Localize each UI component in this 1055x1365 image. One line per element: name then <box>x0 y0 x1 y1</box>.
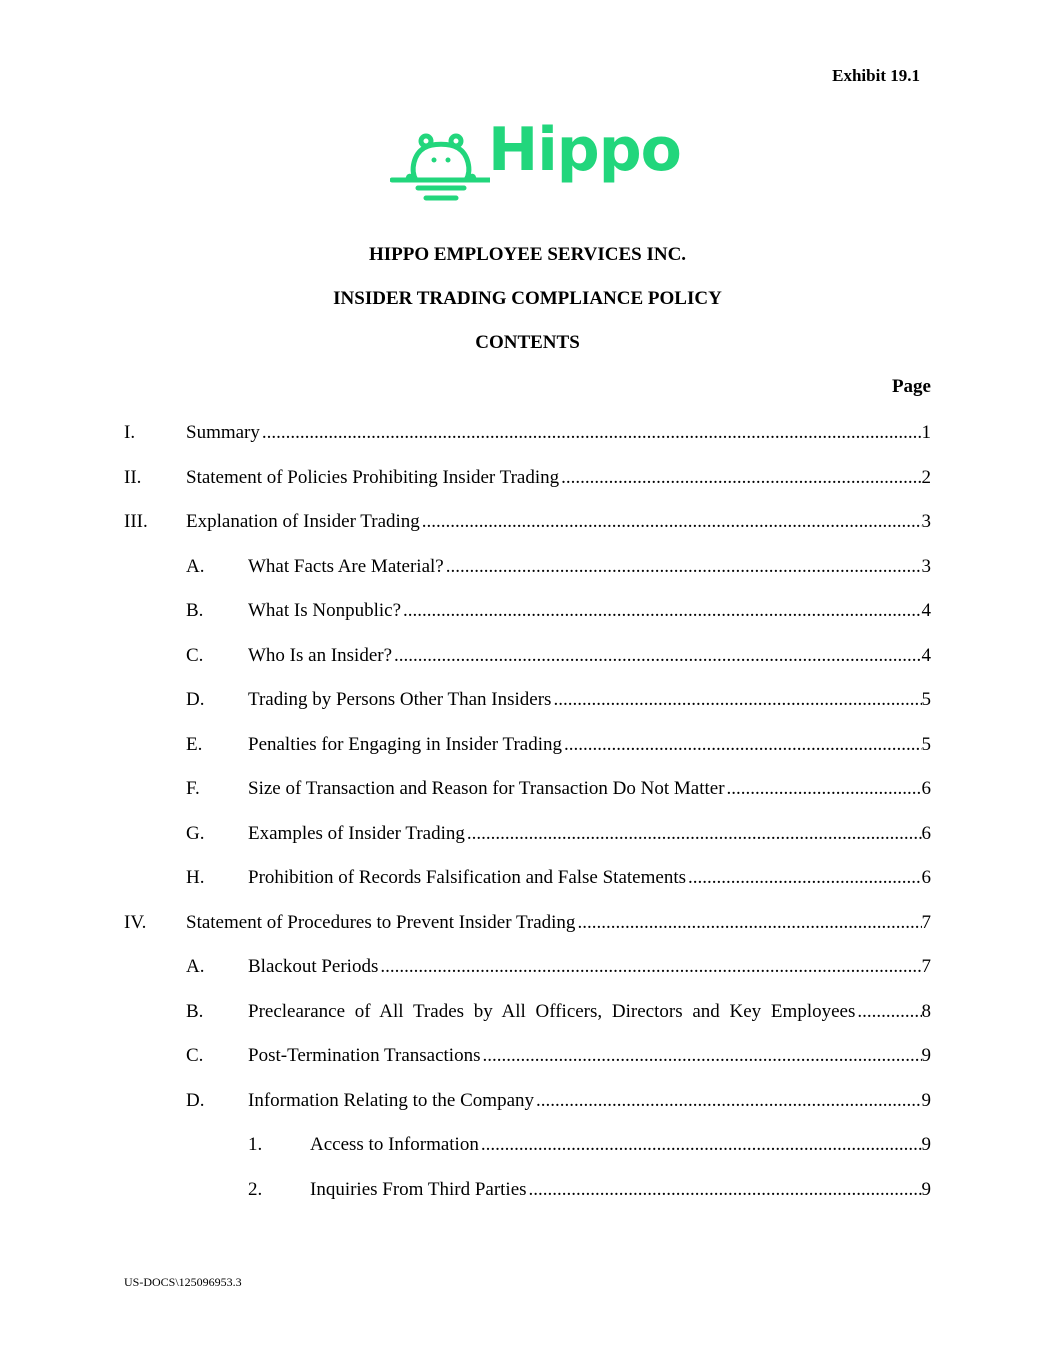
toc-dot-leader <box>262 421 922 445</box>
toc-entry[interactable] <box>124 555 931 579</box>
toc-entry-page: 4 <box>921 600 931 621</box>
toc-entry-title: Information Relating to the Company <box>248 1089 535 1111</box>
toc-entry[interactable] <box>124 466 931 490</box>
toc-dot-leader <box>446 555 922 579</box>
toc-entry-number: 2. <box>248 1178 263 1200</box>
toc-entry-title: Explanation of Insider Trading <box>186 511 420 532</box>
toc-entry[interactable] <box>124 1000 931 1024</box>
toc-entry[interactable] <box>124 1089 931 1113</box>
toc-entry-page: 2 <box>921 466 931 488</box>
hippo-logo <box>390 115 681 208</box>
toc-dot-leader <box>688 866 922 890</box>
toc-dot-leader <box>857 1000 921 1024</box>
toc-entry-page: 6 <box>921 778 931 799</box>
toc-entry-title: Summary <box>186 422 260 443</box>
logo-wordmark: Hippo <box>488 115 681 185</box>
toc-entry-page: 9 <box>921 1089 931 1111</box>
toc-entry[interactable] <box>124 911 931 935</box>
toc-entry[interactable] <box>124 421 931 445</box>
toc-dot-leader <box>536 1089 921 1113</box>
toc-entry-title: Trading by Persons Other Than Insiders <box>248 689 552 710</box>
toc-entry-number: A. <box>186 956 205 977</box>
toc-entry-page: 7 <box>921 911 931 933</box>
toc-entry-page: 4 <box>921 644 931 666</box>
policy-title: INSIDER TRADING COMPLIANCE POLICY <box>333 288 722 309</box>
toc-entry-title: What Facts Are Material? <box>248 555 444 577</box>
toc-entry-number: IV. <box>124 911 147 933</box>
toc-entry-page: 9 <box>921 1045 931 1066</box>
toc-entry-page: 8 <box>921 1000 931 1022</box>
toc-entry[interactable] <box>124 822 931 846</box>
toc-entry-page: 5 <box>921 733 931 755</box>
toc-entry-number: B. <box>186 600 204 621</box>
toc-entry-number: III. <box>124 511 148 532</box>
toc-entry-number: I. <box>124 422 136 443</box>
toc-entry[interactable] <box>124 1133 931 1157</box>
toc-entry-title: Preclearance of All Trades by All Officers, Directors and Key Employees <box>248 1000 856 1022</box>
page-column-label: Page <box>891 376 931 397</box>
toc-entry-page: 9 <box>921 1178 931 1200</box>
toc-entry[interactable] <box>124 1178 931 1202</box>
toc-entry-title: Statement of Procedures to Prevent Insider Trading <box>186 911 576 933</box>
toc-entry-number: E. <box>186 733 203 755</box>
toc-entry-title: Penalties for Engaging in Insider Trading <box>248 733 562 755</box>
toc-entry-number: D. <box>186 1089 205 1111</box>
toc-entry-number: C. <box>186 644 204 666</box>
toc-dot-leader <box>467 822 922 846</box>
toc-dot-leader <box>577 911 921 935</box>
toc-dot-leader <box>481 1133 922 1157</box>
toc-dot-leader <box>553 688 921 712</box>
toc-entry-page: 1 <box>921 422 931 443</box>
toc-entry-page: 9 <box>921 1134 931 1155</box>
toc-entry[interactable] <box>124 733 931 757</box>
toc-dot-leader <box>564 733 922 757</box>
exhibit-label: Exhibit 19.1 <box>832 66 920 85</box>
toc-entry-page: 3 <box>921 555 931 577</box>
toc-entry-number: G. <box>186 822 205 844</box>
toc-entry-title: Who Is an Insider? <box>248 644 393 666</box>
toc-entry-title: Inquiries From Third Parties <box>310 1178 527 1200</box>
company-title: HIPPO EMPLOYEE SERVICES INC. <box>368 244 687 265</box>
toc-dot-leader <box>422 510 922 534</box>
toc-entry-number: C. <box>186 1045 204 1066</box>
toc-entry-title: Size of Transaction and Reason for Transaction Do Not Matter <box>248 778 725 799</box>
contents-heading: CONTENTS <box>475 332 580 353</box>
toc-dot-leader <box>727 777 922 801</box>
toc-entry-number: 1. <box>248 1134 263 1155</box>
toc-entry-title: Post-Termination Transactions <box>248 1045 481 1066</box>
toc-dot-leader <box>529 1178 922 1202</box>
toc-dot-leader <box>380 955 921 979</box>
toc-entry[interactable] <box>124 644 931 668</box>
toc-entry-number: D. <box>186 689 205 710</box>
toc-entry-number: A. <box>186 555 205 577</box>
toc-entry-title: Examples of Insider Trading <box>248 822 465 844</box>
toc-entry-title: Access to Information <box>310 1134 479 1155</box>
toc-entry-page: 6 <box>921 867 931 888</box>
toc-entry-title: Blackout Periods <box>248 956 379 977</box>
toc-entry-title: Statement of Policies Prohibiting Insider Trading <box>186 466 560 488</box>
toc-entry-title: Prohibition of Records Falsification and False Statements <box>248 867 686 888</box>
toc-entry[interactable] <box>124 688 931 712</box>
toc-entry[interactable] <box>124 599 931 623</box>
toc-entry-page: 7 <box>921 956 931 977</box>
document-id: US-DOCS\125096953.3 <box>124 1275 242 1289</box>
toc-entry-page: 6 <box>921 822 931 844</box>
toc-entry-page: 3 <box>921 511 931 532</box>
toc-entry[interactable] <box>124 955 931 979</box>
toc-entry[interactable] <box>124 510 931 534</box>
toc-dot-leader <box>394 644 921 668</box>
toc-entry[interactable] <box>124 1044 931 1068</box>
toc-entry-number: F. <box>186 778 200 799</box>
toc-dot-leader <box>561 466 921 490</box>
toc-entry-page: 5 <box>921 689 931 710</box>
hippo-mascot-icon <box>390 118 490 208</box>
toc-entry-title: What Is Nonpublic? <box>248 600 402 621</box>
toc-entry-number: H. <box>186 867 205 888</box>
toc-dot-leader <box>482 1044 921 1068</box>
toc-entry[interactable] <box>124 777 931 801</box>
toc-entry-number: II. <box>124 466 142 488</box>
toc-entry-number: B. <box>186 1000 204 1022</box>
toc-entry[interactable] <box>124 866 931 890</box>
toc-dot-leader <box>403 599 921 623</box>
